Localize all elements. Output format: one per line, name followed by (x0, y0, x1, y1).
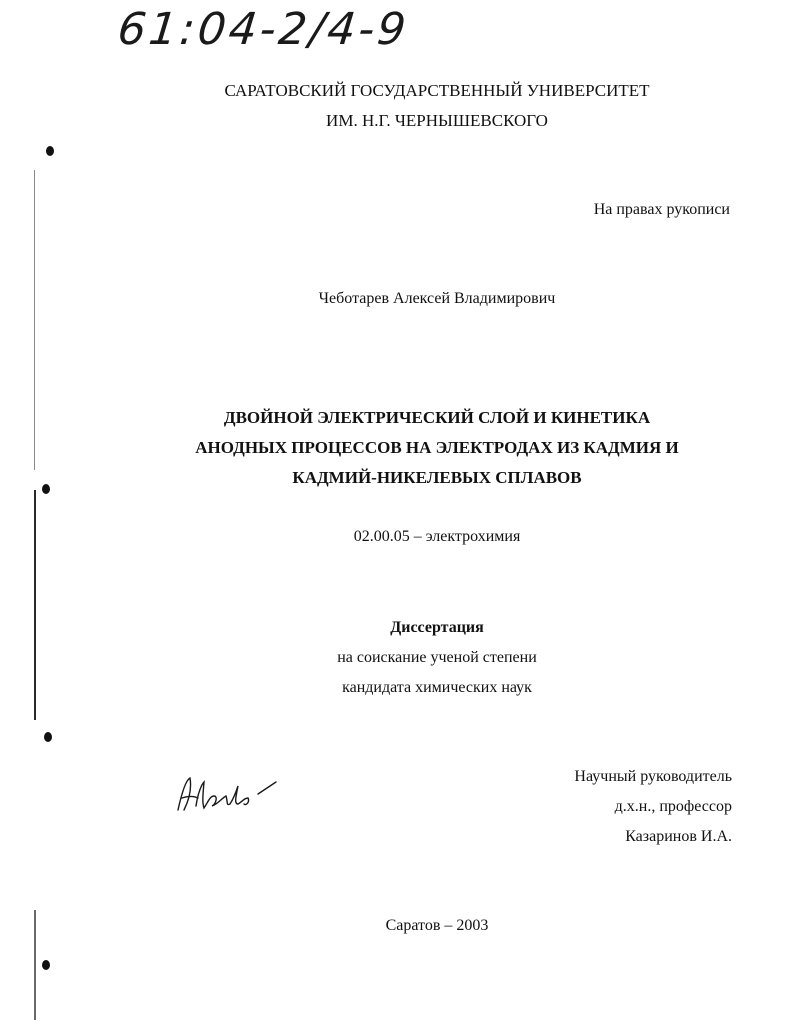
degree-name: кандидата химических наук (342, 679, 532, 696)
dissertation-title-line: АНОДНЫХ ПРОЦЕССОВ НА ЭЛЕКТРОДАХ ИЗ КАДМИЯ И (195, 438, 679, 457)
dissertation-title-line: ДВОЙНОЙ ЭЛЕКТРИЧЕСКИЙ СЛОЙ И КИНЕТИКА (223, 408, 651, 427)
university-name: САРАТОВСКИЙ ГОСУДАРСТВЕННЫЙ УНИВЕРСИТЕТ (224, 81, 650, 100)
binding-hole-dot (44, 732, 52, 742)
author-name: Чеботарев Алексей Владимирович (318, 290, 556, 307)
handwritten-signature (172, 772, 282, 818)
binding-hole-dot (42, 960, 50, 970)
handwritten-archive-number: 61:04-2/4-9 (115, 4, 412, 55)
degree-purpose: на соискание ученой степени (337, 649, 537, 666)
university-honorific: ИМ. Н.Г. ЧЕРНЫШЕВСКОГО (326, 111, 548, 130)
dissertation-title-line: КАДМИЙ-НИКЕЛЕВЫХ СПЛАВОВ (292, 468, 582, 487)
supervisor-name: Казаринов И.А. (625, 828, 732, 845)
supervisor-role: Научный руководитель (574, 768, 732, 785)
city-year: Саратов – 2003 (385, 917, 489, 934)
supervisor-credentials: д.х.н., профессор (614, 798, 732, 815)
specialty-code: 02.00.05 – электрохимия (353, 528, 521, 545)
binding-hole-dot (46, 146, 54, 156)
dissertation-heading: Диссертация (390, 619, 484, 636)
manuscript-rights-label: На правах рукописи (593, 201, 730, 218)
